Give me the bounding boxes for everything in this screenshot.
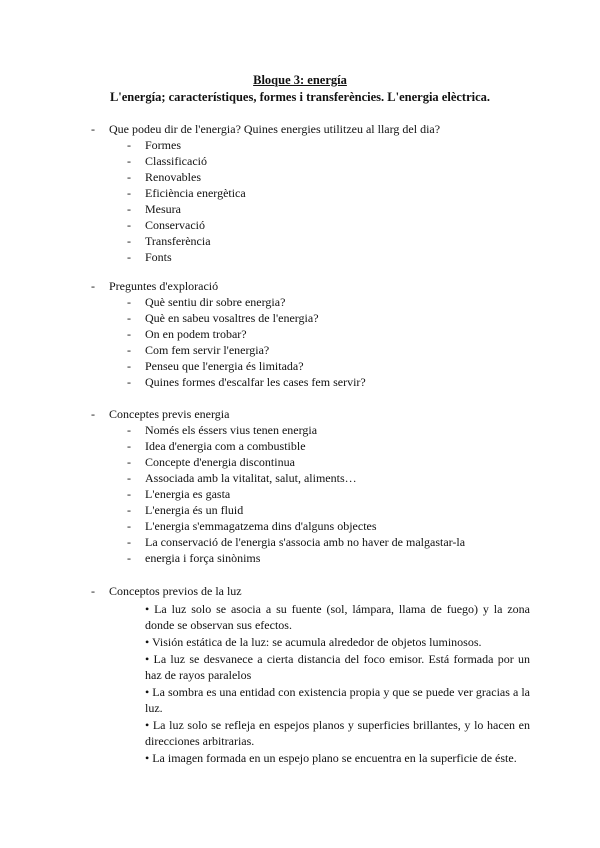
list-item <box>91 550 530 566</box>
dash-marker: - <box>127 202 131 216</box>
section-heading <box>91 121 530 137</box>
dash-marker: - <box>127 535 131 549</box>
list-item-text: energia i força sinònims <box>145 551 261 565</box>
list-item-text: Què sentiu dir sobre energia? <box>145 295 286 309</box>
list-item-text: L'energia es gasta <box>145 487 231 501</box>
list-item-text: Fonts <box>145 250 172 264</box>
dash-marker: - <box>91 407 95 421</box>
title-line-1: Bloque 3: energía <box>253 73 347 87</box>
dash-marker: - <box>127 439 131 453</box>
dash-marker: - <box>91 122 95 136</box>
list-item <box>91 470 530 486</box>
list-item-text: On en podem trobar? <box>145 327 247 341</box>
list-item-text: Classificació <box>145 154 207 168</box>
list-item-text: Renovables <box>145 170 201 184</box>
dash-marker: - <box>127 423 131 437</box>
sub-list <box>91 422 530 566</box>
sub-list <box>91 137 530 265</box>
dash-marker: - <box>127 327 131 341</box>
dash-marker: - <box>127 250 131 264</box>
list-item-text: Penseu que l'energia és limitada? <box>145 359 304 373</box>
list-item <box>91 294 530 310</box>
dash-marker: - <box>127 359 131 373</box>
dash-marker: - <box>127 471 131 485</box>
section-prior-concepts-energy <box>91 406 530 566</box>
sub-list <box>91 294 530 390</box>
bullet-item: • Visión estática de la luz: se acumula alrededor de objetos luminosos. <box>145 635 482 649</box>
bullet-item: • La sombra es una entidad con existencia propia y que se puede ver gracias a la luz. <box>145 685 530 715</box>
list-item-text: Transferència <box>145 234 211 248</box>
list-item <box>91 374 530 390</box>
dash-marker: - <box>127 551 131 565</box>
section-heading-text: Conceptos previos de la luz <box>109 584 242 598</box>
dash-marker: - <box>127 343 131 357</box>
dash-marker: - <box>127 503 131 517</box>
bullet-list <box>145 601 530 766</box>
bullet-item: • La luz solo se asocia a su fuente (sol, lámpara, llama de fuego) y la zona donde se observan sus efectos. <box>145 602 530 632</box>
list-item <box>91 233 530 249</box>
dash-marker: - <box>127 311 131 325</box>
section-heading <box>91 278 530 294</box>
list-item <box>91 358 530 374</box>
section-exploration-questions <box>91 278 530 390</box>
list-item-text: Com fem servir l'energia? <box>145 343 270 357</box>
list-item <box>91 310 530 326</box>
section-heading-text: Preguntes d'exploració <box>109 279 219 293</box>
section-heading <box>91 406 530 422</box>
list-item-text: Concepte d'energia discontinua <box>145 455 295 469</box>
list-item-text: Eficiència energètica <box>145 186 246 200</box>
list-item-text: Mesura <box>145 202 181 216</box>
list-item <box>91 518 530 534</box>
section-heading-text: Que podeu dir de l'energia? Quines energies utilitzeu al llarg del dia? <box>109 122 441 136</box>
section-prior-concepts-light <box>91 583 530 767</box>
section-heading-text: Conceptes previs energia <box>109 407 230 421</box>
dash-marker: - <box>127 295 131 309</box>
dash-marker: - <box>127 234 131 248</box>
dash-marker: - <box>91 584 95 598</box>
dash-marker: - <box>127 154 131 168</box>
title-line-2: L'energía; característiques, formes i transferències. L'energia elèctrica. <box>109 90 491 104</box>
list-item <box>91 454 530 470</box>
list-item <box>91 249 530 265</box>
dash-marker: - <box>127 170 131 184</box>
list-item-text: Només els éssers vius tenen energia <box>145 423 318 437</box>
list-item-text: Quines formes d'escalfar les cases fem servir? <box>145 375 366 389</box>
bullet-item: • La luz solo se refleja en espejos planos y superficies brillantes, y lo hacen en direcciones arbitrarias. <box>145 718 530 748</box>
section-energy-question <box>91 121 530 265</box>
document-title <box>0 72 600 106</box>
list-item <box>91 217 530 233</box>
list-item-text: Què en sabeu vosaltres de l'energia? <box>145 311 319 325</box>
list-item <box>91 342 530 358</box>
list-item-text: L'energia és un fluid <box>145 503 244 517</box>
list-item <box>91 502 530 518</box>
list-item-text: Formes <box>145 138 181 152</box>
dash-marker: - <box>127 455 131 469</box>
bullet-item: • La imagen formada en un espejo plano se encuentra en la superficie de éste. <box>145 751 517 765</box>
dash-marker: - <box>127 375 131 389</box>
dash-marker: - <box>127 519 131 533</box>
list-item <box>91 137 530 153</box>
list-item <box>91 201 530 217</box>
list-item <box>91 153 530 169</box>
list-item <box>91 422 530 438</box>
dash-marker: - <box>91 279 95 293</box>
bullet-item: • La luz se desvanece a cierta distancia del foco emisor. Está formada por un haz de rayos paralelos <box>145 652 530 682</box>
list-item <box>91 185 530 201</box>
section-heading <box>91 583 530 599</box>
list-item-text: Associada amb la vitalitat, salut, aliments… <box>145 471 357 485</box>
list-item <box>91 486 530 502</box>
dash-marker: - <box>127 138 131 152</box>
list-item-text: La conservació de l'energia s'associa amb no haver de malgastar-la <box>145 535 466 549</box>
list-item <box>91 169 530 185</box>
list-item-text: Idea d'energia com a combustible <box>145 439 306 453</box>
list-item <box>91 438 530 454</box>
dash-marker: - <box>127 218 131 232</box>
dash-marker: - <box>127 186 131 200</box>
list-item-text: Conservació <box>145 218 205 232</box>
list-item <box>91 534 530 550</box>
list-item-text: L'energia s'emmagatzema dins d'alguns objectes <box>145 519 377 533</box>
list-item <box>91 326 530 342</box>
dash-marker: - <box>127 487 131 501</box>
